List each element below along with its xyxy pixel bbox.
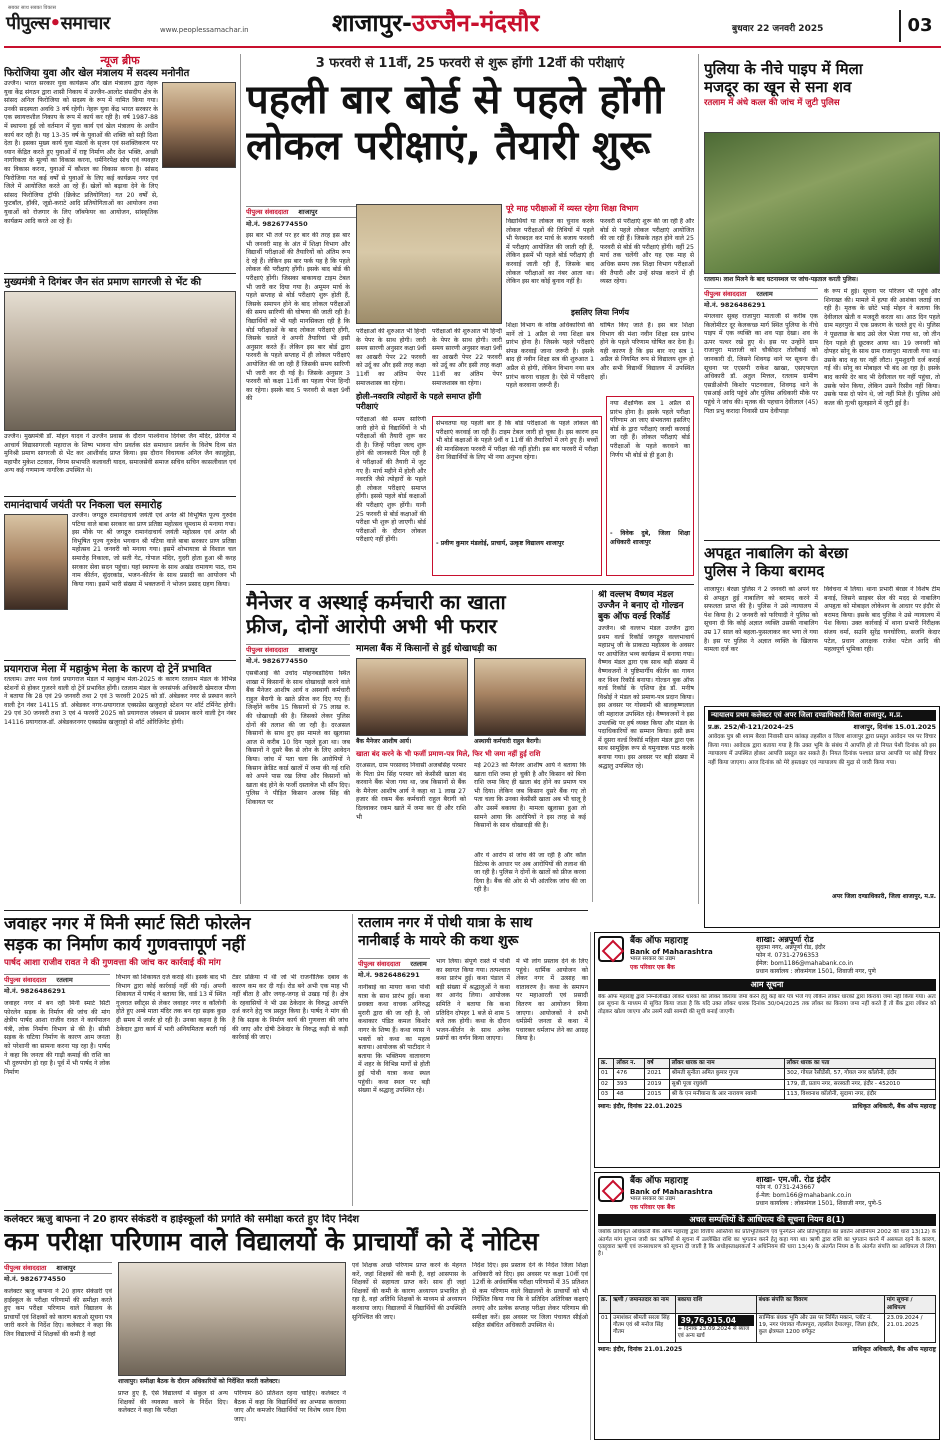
table-cell: 302, गोयल रेसीडेंसी, 57, गोयल नगर कॉलोनी, इंदौर [784, 1069, 935, 1079]
table-cell [675, 1313, 756, 1342]
table-column-header: बंधक संपत्ति का विवरण [756, 1296, 884, 1313]
table-cell: साम्पिक बंधक भूमि और उस पर निर्मित मकान, प्लॉट नं. 19, नगर पंचायत गौतमपुरा, तहसील देपालपुर, जिला इंदौर, कुल क्षेत्रफल 1200 वर्गफुट [756, 1313, 884, 1342]
fraud-col2: दरअसल, ग्राम परसावद निवासी अजबसिंह परमार के पिता प्रेम सिंह परमार को केसीसी खाता बंद करवाने बैंक भेजा गया था, जब किसानों से बैंक के मैनेजर आशीष आर्य ने कहा था 1 लाख 27 हजार की रकम बैंक कर्मचारी राहुल बैरागी को दिलवाकर रकम खाते में जमा कर दी और राशि भी [356, 762, 466, 821]
table-row [599, 1313, 936, 1342]
byline-place: शाजापुर [298, 646, 318, 654]
lead-headline-line2[interactable]: लोकल परीक्षाएं, तैयारी शुरू [246, 122, 651, 169]
principal-quote-box [432, 416, 602, 576]
pothi-headline-line2[interactable]: नानीबाई के मायरे की कथा शुरू [358, 933, 519, 949]
culvert-col1: मंगलवार सुबह राजापुरा माताजी से करीब एक किलोमीटर दूर केलकच्छ मार्ग स्थित पुलिया के नीचे पाइप में एक व्यक्ति का शव पड़ा देखा। शव के ऊपर पत्थर रखे हुए थे। इस पर उन्होंने ग्राम राजापुरा माताजी को चौकीदार तोलीबाई को जानकारी दी, जिसने शिवगढ़ थाने पर सूचना दी। सूचना पर एएसपी राकेश खाखा, एसएफएल अधिकारी डॉ. अतुल मित्तल, रतलाम ग्रामीण एसडीओपी किशोर पाटनवाला, शिवगढ़ थाने के एसआई आदि पहुंचे और पुलिस अधिकारी मौके पर पहुंचे ने जांच की। मृतक की पहचान देवीलाल (45) पिता प्रभु करादा निवासी ग्राम देवीपाड़ा [704, 313, 818, 415]
rescue-headline-line1[interactable]: अपहृत नाबालिग को बेरछा [704, 544, 849, 562]
news-brief-column [4, 54, 236, 904]
table-column-header: लॉकर न. [614, 1059, 645, 1069]
pothi-headline-line1[interactable]: रतलाम नगर में पोथी यात्रा के साथ [358, 915, 533, 931]
table-cell: 393 [614, 1079, 645, 1089]
locker-notice-body: बैंक ऑफ महाराष्ट्र द्वारा निम्नलिखित लॉकर धारकों को लॉकर किराया जमा करने हेतु कई बार पत्र भेजे गए लेकिन लॉकर धारकों द्वारा किराया जमा नहीं किया गया। अतः इस सूचना के माध्यम से सूचित किया जाता है कि यदि उक्त लॉकर धारक दिनांक 30/04/2025 तक लॉकर का किराया जमा नहीं करते हैं तो बैंक द्वारा लॉकर को तोड़कर खोला जाएगा और उसमें रखी सामग्री की सूची बनाई जाएगी। [598, 994, 936, 1015]
brief-item4-body: रतलाम। उत्तर मध्य रेलवे प्रयागराज मंडल में महाकुंभ मेला-2025 के कारण रतलाम मंडल के विभिन्न स्टेशनों से होकर गुजरने वाली दो ट्रेनें प्रभावित होंगी। रतलाम मंडल के जनसंपर्क अधिकारी खेमराज मीणा ने बताया कि 28 एवं 29 जनवरी तथा 2 एवं 3 फरवरी 2025 को डॉ. अंबेडकर नगर से प्रस्थान करने वाली ट्रेन नंबर 14115 डॉ. अंबेडकर नगर-प्रयागराज एक्सप्रेस खजुराहो स्टेशन पर शॉर्ट टर्मिनेट होगी। 29 एवं 30 जनवरी तथा 3 एवं 4 फरवरी 2025 को प्रयागराज जंक्शन से प्रस्थान करने वाली ट्रेन नंबर 14116 प्रयागराज-डॉ. अंबेडकरनगर एक्सप्रेस खजुराहो से शॉर्ट ओरिजिनेट होगी। [4, 676, 236, 727]
brief-item2-caption: उज्जैन। मुख्यमंत्री डॉ. मोहन यादव ने उज्जैन प्रवास के दौरान पार्श्वनाथ दिगंबर जैन मंदिर, फ्रीगंज में आचार्य विद्यासागरजी महाराज के शिष्य भावना योग प्रवर्तक संत समाधान प्रवर्तन के विशेष दिव्य संत मुनिश्री प्रमाण सागरजी से भेंट कर आशीर्वाद प्राप्त किया। इस दौरान विधायक अनिल जैन कालूहेड़ा, महापौर मुकेश टटवाल, निगम सभापति कलावती यादव, समाजसेवी समाज सचिव सचिन कासलीवाल एवं अन्य कई गणमान्य नागरिक उपस्थित थे। [4, 433, 236, 475]
masthead [4, 4, 941, 48]
smart-city-strap: पार्षद आशा राजीव रावत ने की गुणवत्ता की जांच कर कार्रवाई की मांग [4, 958, 221, 968]
table-cell: श्रीमती सुनीता अमित कुमार गुप्ता [669, 1069, 784, 1079]
bank-name-hi: बैंक ऑफ महाराष्ट्र [630, 1176, 689, 1186]
possession-notice-title: अचल सम्पत्तियों के आधिपत्य की सूचना नियम 8(1) [598, 1214, 936, 1226]
divider [4, 496, 236, 497]
culvert-col2: के रूप में हुई। सूचना पर परिजन भी पहुंचे और शिनाख्त की। मामले में हत्या की आशंका जताई जा रही है। मृतक के छोटे भाई मोहन ने बताया कि देवीलाल खेती व मजदूरी करता था। आठ दिन पहले ग्राम महरपुरा में एक प्रकरण के चलते हुए थे। पुलिस ने पूछताछ के बाद उसे जेल भेजा गया था, जो तीन दिन पहले ही छूटकर आया था। 19 जनवरी को दोपहर सोनू के साथ ग्राम राजापुरा माताजी गया था। उसके बाद वह घर नहीं लौटा। गुमशुदगी दर्ज कराई गई थी। सोनू का मोबाइल भी बंद आ रहा है। इसके बाद काफी देर बाद भी देवीलाल घर नहीं पहुंचा, तो उसके फोन किया, लेकिन उसने रिसीव नहीं किया। उसके पास दो फोन थे, जो नहीं मिले हैं। पुलिस अंधे कत्ल की गुत्थी सुलझाने में जुटी हुई है। [824, 288, 940, 407]
possession-notice-footer [598, 1346, 936, 1354]
table-cell: 03 [599, 1089, 614, 1099]
smart-city-col3: टेंडर प्रक्रिया में थी जो भी राजनीतिक दबाव के कारण कम कर दी गई। रोड बने अभी एक माह भी नहीं बीता है और जगह-जगह से उखड़ गई है। क्षेत्र के रहवासियों ने भी उस ठेकेदार के विरुद्ध आपत्ति दर्ज करने हेतु पत्र प्रस्तुत किया है। पार्षद ने मांग की है कि सड़क के निर्माण कार्य की गुणवत्ता की जांच की जाए और दोषी ठेकेदार के विरुद्ध कड़ी से कड़ी कार्रवाई की जाए। [232, 974, 348, 1042]
culvert-headline-line1[interactable]: पुलिया के नीचे पाइप में मिला [704, 60, 863, 78]
byline-org: पीपुल्स संवाददाता [4, 976, 47, 984]
collector-kicker: कलेक्टर ऋजु बाफना ने 20 हायर सेकंडरी व हाईस्कूलों की प्रगति की समीक्षा करते हुए दिए निर्देश [4, 1214, 360, 1225]
byline-place: शाजापुर [298, 208, 318, 216]
employee-photo-caption: अस्थायी कर्मचारी राहुल बैरागी। [474, 738, 586, 746]
locker-table-header [599, 1059, 936, 1069]
table-column-header: क्र. [599, 1059, 614, 1069]
amount-note: + दिनांक 23.09.2024 से ब्याज एवं अन्य खर्च [677, 1326, 750, 1340]
bank-notice-possession [594, 1172, 940, 1440]
column-rule [240, 54, 241, 904]
collector-headline[interactable]: कम परीक्षा परिणाम वाले विद्यालयों के प्राचार्यों को दें नोटिस [4, 1226, 539, 1256]
bank-identity [630, 936, 750, 971]
byline-place: रतलाम [410, 960, 427, 968]
bank-slogan: एक परिवार एक बैंक [630, 1203, 675, 1211]
mp-portrait-photo [162, 82, 236, 168]
lead-col1: इस बार भी तर्ज पर हर बार की तरह इस बार भी जनवरी माह के अंत में शिक्षा विभाग और विद्यार्थी परीक्षाओं की तैयारियों को अंतिम रूप दे रहे हैं। लेकिन इस बार फर्क यह है कि पहले लोकल की परीक्षाएं होंगी। इसके बाद बोर्ड की परीक्षाएं होंगी। जिसका बाकायदा टाइम टेबल भी जारी कर दिया गया है। अमूमन मार्च के पहले सप्ताह से बोर्ड परीक्षाएं शुरू होती हैं, जिसके समापन होने के बाद लोकल परीक्षाओं की समय सारिणी की घोषणा की जाती रही है। विद्यार्थियों को भी यही मानसिकता रही है कि बोर्ड परीक्षाओं के बाद लोकल परीक्षाएं होंगी, जिसके चलते वे अपनी तैयारियां भी इसी अनुसार करते हैं। लेकिन इस बार बोर्ड द्वारा फरवरी के पहले सप्ताह में ही लोकल परीक्षाएं आयोजित की जा रही हैं जिसकी समय सारिणी भी जारी कर दी गई है। जिसके अनुसार 3 फरवरी को कक्षा 11वीं का पहला पेपर हिन्दी का रहेगा। इसके बाद 5 फरवरी से कक्षा 9वीं की [246, 232, 350, 403]
culvert-byline [704, 288, 818, 300]
branch-email[interactable]: ई-मेल: bom166@mahabank.co.in [756, 1192, 852, 1199]
branch-address: सुदामा नगर, अन्नपूर्णा रोड, इंदौर [756, 944, 826, 951]
smart-city-col1: जवाहर नगर में बन रही मिनी स्मार्ट सिटी फोरलेन सड़क के निर्माण की जांच की मांग क्षेत्रीय पार्षद आशा राजीव रावत ने कार्यपालन यंत्री, लोक निर्माण विभाग से की है। सीसी सड़क के घटिया निर्माण के कारण आम जनता को परेशानी का सामना करना पड़ रहा है। पार्षद ने कहा कि जनता की गाढ़ी कमाई की राशि का भी दुरुपयोग हो रहा है। पूर्व में भी पार्षद ने लोक निर्माण [4, 1000, 110, 1076]
fraud-col3: मई 2023 को मैनेजर आशीष आर्य ने बताया कि खाता राशि जमा हो चुकी है और किसान को बिना राशि जमा किए ही खाता बंद होने का प्रमाण पत्र भी दिया। लेकिन जब किसान दूसरे बैंक गए तो पता चला कि उनका केसीसी खाता अब भी चालू है और उसमें बकाया है। मामला खुलासा हुआ तो सामने आया कि आरोपियों ने इस तरह से कई किसानों के साथ धोखाधड़ी की है। [474, 762, 586, 830]
table-cell: 01 [599, 1313, 611, 1342]
table-column-header: लॉकर धारक का पता [784, 1059, 935, 1069]
fraud-mobile: मो.नं. 9826774550 [246, 657, 308, 665]
divider [246, 584, 694, 585]
table-column-header: ऋणी / जमानतदार का नाम [611, 1296, 675, 1313]
section-title [332, 8, 539, 39]
rescue-col1: शाजापुर। बेरछा पुलिस ने 2 जनवरी को अपने घर से अपहृत हुई नाबालिग को बरामद करने में सफलता प्राप्त की है। पुलिस ने उसे न्यायालय में पेश किया है। 2 जनवरी को फरियादी ने पुलिस को सूचना दी कि कोई अज्ञात व्यक्ति उसकी नाबालिग उम्र 17 साल को बहला-फुसलाकर कर भगा ले गया है। इस पर पुलिस ने अज्ञात व्यक्ति के खिलाफ मामला दर्ज कर [704, 586, 818, 654]
culvert-headline-line2[interactable]: मजदूर का खून से सना शव [704, 78, 852, 96]
locker-notice-title: आम सूचना [598, 979, 936, 991]
branch-name: शाखा: अन्नपूर्णा रोड [756, 935, 814, 944]
byline-org: पीपुल्स संवाददाता [704, 290, 747, 298]
table-cell: 48 [614, 1089, 645, 1099]
court-notice-meta [708, 723, 936, 731]
deo-quote: नया शैक्षणिक सत्र 1 अप्रैल से प्रारंभ होना है। इसके पहले परीक्षा परिणाम आ जाए संभवतया इसलिए बोर्ड के द्वारा परीक्षाएं जल्दी करवाई जा रही हैं। लोकल परीक्षाएं बोर्ड परीक्षाओं के पहले करवाने का निर्णय भी बोर्ड से ही हुआ है। [610, 400, 690, 459]
collector-byline [4, 1262, 112, 1274]
brief-item4-headline[interactable]: प्रयागराज मेला में महाकुंभ मेला के कारण दो ट्रेनें प्रभावित [4, 664, 212, 676]
bank-tag: भारत सरकार का उद्यम [630, 956, 676, 963]
culvert-mobile: मो.नं. 9826486291 [704, 301, 766, 309]
column-rule [590, 932, 591, 1440]
smart-city-story [4, 914, 348, 1214]
byline-org: पीपुल्स संवाददाता [4, 1264, 47, 1272]
locker-notice-footer [598, 1103, 936, 1111]
bank-name-hi: बैंक ऑफ महाराष्ट्र [630, 936, 689, 946]
table-column-header: लॉकर धारक का नाम [669, 1059, 784, 1069]
rescue-story [704, 544, 940, 704]
table-column-header: क्र. [599, 1296, 611, 1313]
bank-name-en: Bank of Maharashtra [630, 1187, 713, 1196]
collector-col4: एवं शिक्षक अच्छे परिणाम प्राप्त करने के मेहनत करें, जहां शिक्षकों की कमी है, वहां आसपास के शिक्षकों से सहायता प्राप्त करें। साथ ही जहां शिक्षकों की कमी के कारण अध्यापन प्रभावित हो रहा है, वहां अतिथि शिक्षकों के माध्यम से अध्यापन करवाया जाए। विद्यालयों में विद्यार्थियों की उपस्थिति सुनिश्चित की जाए। [352, 1262, 466, 1321]
table-cell: 02 [599, 1079, 614, 1089]
branch-details [756, 1176, 936, 1208]
logo-part-a: पीपुल्स [6, 13, 50, 34]
culvert-photo-caption: रतलाम। लाश मिलने के बाद घटनास्थल पर जांच-पड़ताल करती पुलिस। [704, 276, 940, 284]
lead-col3-subhead: इसलिए लिया निर्णय [571, 308, 629, 317]
byline-place: रतलाम [756, 290, 773, 298]
bank-fraud-story [246, 590, 694, 905]
lead-col2: परीक्षाओं की शुरुआत भी हिन्दी के पेपर के साथ होगी। जारी समय सारणी अनुसार कक्षा 9वीं का आखरी पेपर 22 फरवरी को उर्दू का और इसी तरह कक्षा 11वीं का अंतिम पेपर समाजशास्त्र का रहेगा। [356, 328, 426, 387]
bank-name-en: Bank of Maharashtra [630, 947, 713, 956]
lead-col3: विद्यार्थियों या लोकल का चुनाव करके लोकल परीक्षाओं की तिथियों में पहले भी फेरबदल कर मार्च के बजाय फरवरी में परीक्षाएं आयोजित की जाती रही हैं, लेकिन इसमें भी पहले बोर्ड परीक्षाएं ही करवाई जाती रही हैं, जिसके बाद लोकल परीक्षाओं का नंबर आता था। लेकिन इस बार कोई बुनाव नहीं है। [506, 218, 594, 286]
lead-headline-line1[interactable]: पहली बार बोर्ड से पहले होंगी [246, 76, 664, 123]
principal-quote-attribution: - प्रवीण कुमार मंडलोई, प्राचार्य, उत्कृष्ट विद्यालय शाजापुर [436, 540, 564, 547]
fraud-byline [246, 644, 350, 656]
table-cell: 2019 [645, 1079, 670, 1089]
possession-table [598, 1295, 936, 1342]
byline-org: पीपुल्स संवाददाता [358, 960, 401, 968]
lead-story [246, 56, 694, 581]
table-cell: श्री के एन मनीयाना के आर नारायण स्वामी [669, 1089, 784, 1099]
gbr-headline-line3[interactable]: बुक ऑफ वर्ल्ड रिकॉर्ड [598, 612, 670, 622]
section-title-b: उज्जैन-मंदसौर [411, 9, 540, 37]
branch-name: शाखा- एम.जी. रोड इंदौर [756, 1175, 831, 1184]
pothi-yatra-story [358, 914, 588, 1214]
lead-col4b: घोषित किए जाते हैं। इस बार शिक्षा विभाग की मंशा नवीन शिक्षा सत्र प्रारंभ होने के पहले परिणाम घोषित कर देना है। यही कारण है कि इस बार नए सत्र 1 अप्रैल से नियमित रूप से विद्यालय शुरू हो और सभी विद्यार्थी विद्यालय में उपस्थित हों। [600, 322, 694, 381]
possession-table-header [599, 1296, 936, 1313]
table-cell: 179, डी, प्रताप नगर, सरस्वती नगर, इंदौर - 452010 [784, 1079, 935, 1089]
smart-city-col2: विभाग को शिकायत दर्ज कराई थी। इसके बाद भी विभाग द्वारा कोई कार्रवाई नहीं की गई। अपनी शिकायत में पार्षद ने बताया कि, वार्ड 13 में स्थित गुजरात स्वीट्स से लेकर जवाहर नगर व कॉलोनी होते हुए अम्बे माता मंदिर तक बन रहा सड़क कुछ ही समय में जर्जर हो रही है। उनका कहना है कि ठेकेदार द्वारा कार्य में भारी अनियमितता बरती गई है। [116, 974, 226, 1042]
fraud-col4: और ये आरोप से जांच की जा रही है और कॉल डिटेल्स के आधार पर अब आरोपियों की तलाश की जा रही है। पुलिस ने दोनों के खातों को फ्रीज करवा दिया है। बैंक की ओर से भी आंतरिक जांच की जा रही है। [474, 852, 586, 894]
collector-col2: प्राप्त हुए हैं, ऐसे विद्यालयों में संकुल से अन्य शिक्षकों की व्यवस्था करने के निर्देश दिए। कलेक्टर ने कहा कि परीक्षा [118, 1390, 228, 1415]
pothi-col2: भाग लिया। संपूर्ण रास्ते में पोथी का स्वागत किया गया। तत्पश्चात कथा प्रारंभ हुई। कथा पंडाल में बड़ी संख्या में श्रद्धालुओं ने कथा का आनंद लिया। आयोजक समिति ने बताया कि कथा प्रतिदिन दोपहर 1 बजे से शाम 5 बजे तक होगी। कथा के दौरान भजन-कीर्तन के साथ अनेक प्रसंगों का वर्णन किया जाएगा। [436, 958, 510, 1043]
lead-byline [246, 206, 356, 218]
fraud-headline-line2[interactable]: फ्रीज, दोनों आरोपी अभी भी फरार [246, 614, 497, 638]
byline-org: पीपुल्स संवाददाता [246, 208, 289, 216]
branch-details [756, 936, 936, 976]
smart-city-headline-line2[interactable]: सड़क का निर्माण कार्य गुणवत्तापूर्ण नहीं [4, 935, 245, 955]
brief-item3-headline[interactable]: रामानंदाचार्य जयंती पर निकला चल समारोह [4, 500, 162, 512]
fraud-col2-subhead: खाता बंद करने के भी फर्जी प्रमाण-पत्र मिले, फिर भी जमा नहीं हुई राशि [356, 750, 541, 758]
smart-city-headline-line1[interactable]: जवाहर नगर में मिनी स्मार्ट सिटी फोरलेन [4, 914, 251, 934]
column-rule [352, 914, 353, 1206]
brief-item1-headline[interactable]: फिरोजिया युवा और खेल मंत्रालय में सदस्य मनोनीत [4, 68, 190, 80]
branch-phone: फोन नं. 0731-2796353 [756, 952, 819, 959]
court-date: शाजापुर, दिनांक 15.01.2025 [853, 722, 936, 731]
crime-scene-photo [704, 132, 940, 274]
court-notice [704, 706, 940, 928]
manager-photo-caption: बैंक मैनेजर आशीष आर्य। [356, 738, 468, 746]
column-rule [698, 54, 699, 904]
lead-kicker: 3 फरवरी से 11वीं, 25 फरवरी से शुरू होंगी 12वीं की परीक्षाएं [315, 56, 625, 71]
smart-city-byline [4, 974, 110, 986]
table-cell: उमाशंकर श्रीमती सरला सिंह गौतम एवं श्री मनोज सिंह गौतम [611, 1313, 675, 1342]
byline-place: शाजापुर [56, 1264, 76, 1272]
gbr-story [598, 590, 694, 900]
issue-date: बुधवार 22 जनवरी 2025 [732, 24, 824, 34]
fraud-col1: एसबीआई की उचोद मोहनबडोदिया स्थित शाखा में किसानों के साथ धोखाधड़ी करने वाले बैंक मैनेजर आशीष आर्य व अस्थायी कर्मचारी राहुल बैरागी के खाते फ्रीज कर दिए गए हैं। जिन्होंने करीब 15 किसानों से 75 लाख रु. की धोखाधड़ी की है। जिसको लेकर पुलिस दोनों की तलाश की जा रही है। दरअसल किसानों के साथ हुए इस मामले का खुलासा आज से करीब 10 दिन पहले हुआ था। जब किसानों ने दूसरे बैंक से लोन के लिए आवेदन किया। जांच में पता चला कि आरोपियों ने किसान क्रेडिट कार्ड खातों में जमा की गई राशि को अपने पास रख लिया और किसानों को खाता बंद होने के फर्जी दस्तावेज भी सौंप दिए। पुलिस ने पीड़ित किसान अजब सिंह की शिकायत पर [246, 670, 350, 806]
lead-col4: फरवरी से परीक्षाएं शुरू की जा रही हैं और बोर्ड से पहले लोकल परीक्षाएं आयोजित की जा रही हैं। जिसके तहत होने वाले 25 फरवरी से बोर्ड की परीक्षाएं होंगी। वहीं 25 मार्च तक चलेंगी और यह एक माह से अधिक समय तक शिक्षा विभाग परीक्षाओं की तैयारी और उन्हें संपन्न कराने में ही व्यस्त रहेगा। [600, 218, 694, 286]
pothi-mobile: मो.नं. 9826486291 [358, 971, 420, 979]
pothi-col1: नानीबाई का मायरा कथा पोथी यात्रा के साथ प्रारंभ हुई। कथा प्रवक्ता कथा वाचक अनिरुद्ध मुरारी द्वारा की जा रही है, जो कथाकार पंडित कमल किशोर नागर के शिष्य हैं। कथा व्यास ने भक्तों को कथा का महत्व बताया। आयोजक श्री पाटीदार ने बताया कि भक्तिमय वातावरण में शहर के विभिन्न मार्गों से होती हुई पोथी यात्रा कथा स्थल पहुंची। कथा स्थल पर बड़ी संख्या में श्रद्धालु उपस्थित रहे। [358, 984, 430, 1095]
site-url-link[interactable]: www.peoplessamachar.in [160, 26, 249, 34]
lead-strap: पूरे माह परीक्षाओं में व्यस्त रहेगा शिक्षा विभाग [506, 204, 639, 213]
bank-notice-locker [594, 932, 940, 1168]
court-notice-title: न्यायालय प्रथम कलेक्टर एवं अपर जिला दण्डाधिकारी जिला शाजापुर, म.प्र. [708, 710, 936, 721]
lead-col3b: शिक्षा विभाग के वरिष्ठ अधिकारियों की मानें तो 1 अप्रैल से नया शिक्षा सत्र प्रारंभ होना है। जिसके पहले परीक्षाएं संपन्न करवाई जाना जरूरी है। इसके बाद ही नवीन शिक्षा सत्र की शुरुआत 1 अप्रैल से होगी, लेकिन विभाग नया सत्र प्रारंभ करना चाहता है। ऐसे में परीक्षाएं पहले करवाना जरूरी हैं। [506, 322, 594, 390]
locker-notice-sign: प्राधिकृत अधिकारी, बैंक ऑफ महाराष्ट्र [852, 1102, 936, 1110]
possession-notice-body: जबकि प्राधिकृत अधिकारी बैंक ऑफ महाराष्ट्र द्वारा वित्तीय आस्तियों का प्रतिभूतिकरण एवं पुनर्गठन और प्रतिभूतिहित का प्रवर्तन अधिनियम 2002 की धारा 13(12) के अंतर्गत मांग सूचना जारी कर ऋणियों से सूचना में उल्लेखित राशि का भुगतान करने हेतु कहा गया था। ऋणी द्वारा राशि का भुगतान करने में असफल रहने के कारण, एतद्द्वारा ऋणी एवं जनसाधारण को सूचना दी जाती है कि अधोहस्ताक्षरकर्ता ने अधिनियम की धारा 13(4) के अंतर्गत नियम 8 के अंतर्गत संपत्ति का आधिपत्य ले लिया है। [598, 1229, 936, 1258]
table-column-header: मांग सूचना / आधिपत्य [884, 1296, 935, 1313]
lead-mobile: मो.नं. 9826774550 [246, 220, 308, 228]
court-case-number: प्र.क्र. 252/बी-121/2024-25 [708, 722, 794, 731]
classroom-illustration [356, 204, 502, 324]
column-rule [592, 590, 593, 902]
collector-col5: निर्देश दिए। इस प्रस्ताव देने के निर्देश जिला शिक्षा अधिकारी को दिए। इस अवसर पर कक्षा 10वीं एवं 12वीं के अर्धवार्षिक परीक्षा परिणामों में 35 प्रतिशत से कम परिणाम वाले विद्यालयों के प्राचार्यों को भी निर्देशित किया गया कि वे प्रतिदिन अतिरिक्त कक्षाएं लगाएं और प्रत्येक सप्ताह परीक्षा लेकर परिणाम की समीक्षा करें। इस अवसर पर जिला पंचायत सीईओ सहित संबंधित अधिकारी उपस्थित थे। [472, 1262, 588, 1330]
manager-photo [356, 658, 468, 736]
table-cell: 476 [614, 1069, 645, 1079]
employee-photo [474, 658, 586, 736]
branch-phone: फोन नं. 0731-243667 [756, 1184, 815, 1191]
table-column-header: बकाया राशि [675, 1296, 756, 1313]
rescue-headline-line2[interactable]: पुलिस ने किया बरामद [704, 562, 825, 580]
pothi-byline [358, 958, 430, 970]
gbr-headline-line1[interactable]: श्री वल्लभ वैष्णव मंडल [598, 590, 674, 600]
table-cell: 23.09.2024 / 21.01.2025 [884, 1313, 935, 1342]
locker-table-body [599, 1069, 936, 1099]
principal-quote: संभवतया यह पहली बार है कि बोर्ड परीक्षाओं के पहले लोकल की परीक्षाएं करवाई जा रही हैं। टाइम टेबल जारी हो चुका है। इस कारण हम भी बोर्ड कक्षाओं के पहले 9वीं व 11वीं की तैयारियों में लगे हुए हैं। बच्चों की मानसिकता फरवरी में परीक्षा की नहीं होती। इस बार फरवरी में परीक्षा देना विद्यार्थियों के लिए भी नया अनुभव रहेगा। [436, 420, 598, 462]
possession-notice-place-date: स्थान: इंदौर, दिनांक 21.01.2025 [598, 1345, 683, 1353]
culvert-subhead: रतलाम में अंधे कत्ल की जांच में जुटी पुलिस [704, 98, 840, 108]
news-brief-tag: न्यूज ब्रीफ [100, 54, 140, 67]
locker-table [598, 1058, 936, 1100]
collector-story [4, 1214, 588, 1442]
table-cell: 01 [599, 1069, 614, 1079]
gbr-headline-line2[interactable]: उज्जैन ने बनाए दो गोल्डन [598, 601, 684, 611]
brief-item3-body: उज्जैन। जगद्गुरु रामानंदाचार्य जयंती एवं अनंत श्री विभूषित पूज्य गुरुदेव पटिया वाले बाबा सरकार का प्राण प्रतिष्ठा महोत्सव धूमधाम से मनाया गया। इस मौके पर श्री जगद्गुरु रामानंदाचार्य जयंती महोत्सव एवं अनंत श्री विभूषित पूज्य गुरुदेव भगवान श्री पटिया वाले बाबा सरकार प्राण प्रतिष्ठा महोत्सव 21 जनवरी को मनाया गया। इसमें शोभायात्रा से विशाल चल समारोह निकाला, जो सती गेट, गोपाल मंदिर, गुदरी होता हुआ श्री करह सरकार सेवा सदन पहुंचा। यहां स्थापना के साथ अखंड रामायण पाठ, राम नाम कीर्तन, सुंदरकांड, भजन-कीर्तन के साथ प्रसादी का आयोजन भी किया गया। इसमें भारी संख्या में भक्तजनों ने भोजन प्रसाद ग्रहण किया। [72, 512, 236, 588]
outstanding-amount: 39,76,915.04 [678, 1315, 754, 1327]
divider [4, 660, 236, 661]
deo-quote-box [606, 396, 694, 576]
court-notice-body: आवेदक पुत्र श्री श्याम बैरवा निवासी ग्राम कांकड़ तहसील व जिला शाजापुर द्वारा प्रस्तुत आवेदन पत्र पर विचार किया गया। आवेदक द्वारा बताया गया है कि उक्त भूमि के संबंध में आपत्ति हो तो नियत पेशी दिनांक को इस न्यायालय में उपस्थित होकर आपत्ति प्रस्तुत कर सकते हैं। नियत दिनांक पश्चात प्राप्त आपत्ति पर कोई विचार नहीं किया जाएगा। आज दिनांक को मेरे हस्ताक्षर एवं न्यायालय की मुद्रा से जारी किया गया। [708, 734, 936, 767]
collector-mobile: मो.नं. 9826774550 [4, 1275, 66, 1283]
byline-org: पीपुल्स संवाददाता [246, 646, 289, 654]
byline-place: रतलाम [56, 976, 73, 984]
pothi-col3: में भी लोग प्रस्ताव देने के लिए पहुंचे। धार्मिक आयोजन को लेकर नगर में उत्साह का वातावरण है। कथा के समापन पर महाआरती एवं प्रसादी वितरण का आयोजन किया जाएगा। आयोजकों ने सभी धर्मप्रेमी जनता से कथा में पधारकर धर्मलाभ लेने का आग्रह किया है। [516, 958, 588, 1043]
masthead-tagline: सबका साथ सबका विकास [8, 5, 56, 11]
divider [4, 273, 236, 274]
branch-email[interactable]: ईमेल: bom1186@mahabank.co.in [756, 960, 854, 967]
table-cell: 2021 [645, 1069, 670, 1079]
head-office: प्रधान कार्यालय : लोकमंगल 1501, शिवाजी नगर, पुणे [756, 968, 876, 975]
fraud-headline-line1[interactable]: मैनेजर व अस्थाई कर्मचारी का खाता [246, 590, 506, 614]
table-row [599, 1079, 936, 1089]
collector-col3: परिणाम 80 प्रतिशत रहना चाहिए। कलेक्टर ने बैठक में कहा कि विद्यार्थियों का अभ्यास करवाया जाए और कमजोर विद्यार्थियों पर विशेष ध्यान दिया जाए। [234, 1390, 346, 1423]
logo-part-b: समाचार [60, 13, 110, 34]
brief-item2-headline[interactable]: मुख्यमंत्री ने दिगंबर जैन संत प्रमाण सागरजी से भेंट की [4, 277, 202, 289]
table-cell: 2015 [645, 1089, 670, 1099]
possession-notice-sign: प्राधिकृत अधिकारी, बैंक ऑफ महाराष्ट्र [852, 1345, 936, 1353]
bank-identity [630, 1176, 750, 1211]
collector-col1: कलेक्टर ऋजु बाफना ने 20 हायर सेकंडरी एवं हाईस्कूल के परीक्षा परिणामों की समीक्षा करते हुए कम परीक्षा परिणाम वाले विद्यालय के प्राचार्यों एवं शिक्षकों को कारण बताओ सूचना पत्र जारी करने के निर्देश दिए। कलेक्टर ने कहा कि जिन विद्यालयों में शिक्षकों की कमी है वहां [4, 1288, 112, 1338]
brief-item1-body: उज्जैन। भारत सरकार युवा कार्यक्रम और खेल मंत्रालय द्वारा नेहरू युवा केंद्र संगठन द्वारा शासी निकाय में उज्जैन-आलोट संसदीय क्षेत्र के सांसद अनिल फिरोजिया को सदस्य के रूप में नामित किया गया। उनकी सदस्यता अवधि 3 वर्ष रहेगी। नेहरू युवा केंद्र भारत सरकार के एक स्वायत्तशील निकाय के रूप में कार्य कर रही है। वर्ष 1987-88 में स्थापना हुई जो वर्तमान में युवा कार्य एवं खेल मंत्रालय के अधीन कार्य कर रही है। यह 13-35 वर्ष के युवाओं की शक्ति को सही दिशा देता है। इसका मुख्य कार्य युवा मंडलों के सृजन एवं सशक्तिकरण पर ध्यान केंद्रित करते हुए युवाओं में राष्ट्र निर्माण और देश भक्ति, अच्छी नागरिकता के मूल्यों का विकास करना, धर्मनिरपेक्ष सोच एवं व्यवहार का विकास करना, युवाओं में कौशल का विकास करना है। सांसद फिरोजिया गत कई वर्षों से युवाओं के लिए कई कार्यक्रम नगर एवं जिले में आयोजित करते आ रहे हैं। खेलों को बढ़ावा देने के लिए सांसद फिरोजिया ट्रॉफी (क्रिकेट प्रतियोगिता) गत 20 वर्षों से, फुटबॉल, हॉकी, जूडो-कराटे आदि प्रतियोगिताओं का आयोजन तथा युवाओं को रोजगार के लिए जॉबफेयर का आयोजन, सांस्कृतिक कार्यक्रम आदि करते आ रहे हैं। [4, 80, 158, 225]
table-column-header: वर्ष [645, 1059, 670, 1069]
bank-slogan: एक परिवार एक बैंक [630, 963, 675, 971]
guru-idol-photo [4, 514, 68, 610]
table-cell: सुश्री पूजा रघुवंशी [669, 1079, 784, 1089]
bank-logo-icon [598, 936, 624, 962]
lead-col2-cont: परीक्षाओं की शुरुआत भी हिन्दी के पेपर के साथ होगी। जारी समय सारणी अनुसार कक्षा 9वीं का आखरी पेपर 22 फरवरी को उर्दू का और इसी तरह कक्षा 11वीं का अंतिम पेपर समाजशास्त्र का रहेगा। [432, 328, 502, 387]
fraud-strap: मामला बैंक में किसानों से हुई धोखाधड़ी का [356, 644, 497, 654]
bank-notice-header [598, 936, 936, 976]
locker-notice-place-date: स्थान: इंदौर, दिनांक 22.01.2025 [598, 1102, 683, 1110]
table-row [599, 1069, 936, 1079]
collector-meeting-photo [118, 1262, 346, 1376]
table-cell: 113, विश्वनाथ कॉलोनी, सुदामा नगर, इंदौर [784, 1089, 935, 1099]
rescue-col2: विवेचना में लिया। थाना प्रभारी बेरछा ने विशेष टीम बनाई, जिसने साइबर सेल की मदद से नाबालिग अपहृता को मोबाइल लोकेशन के आधार पर इंदौर से बरामद किया। इसके बाद पुलिस ने उसे न्यायालय में पेश किया। उक्त कार्रवाई में थाना प्रभारी निरीक्षक संजय वर्मा, सउनि सुरेंद्र घनघोरिया, सजनि केदार पटेल, प्रधान आरक्षक राजेश पटेल आदि की महत्वपूर्ण भूमिका रही। [824, 586, 940, 654]
deo-quote-attribution: - विवेक दुबे, जिला शिक्षा अधिकारी शाजापुर [610, 530, 690, 546]
cm-meeting-photo [4, 291, 236, 431]
court-notice-sign: अपर जिला दण्डाधिकारी, जिला शाजापुर, म.प्र. [832, 893, 936, 901]
divider [4, 910, 588, 911]
collector-photo-caption: शाजापुर। समीक्षा बैठक के दौरान अधिकारियों को निर्देशित करती कलेक्टर। [118, 1378, 346, 1386]
gbr-body: उज्जैन। श्री वल्लभ मंडल उज्जैन द्वारा प्रथम वर्ल्ड रिकॉर्ड जगद्गुरु वल्लभाचार्य महाप्रभु जी के प्राकट्य महोत्सव के अवसर पर आयोजित भव्य कार्यक्रम में बनाया गया। वैष्णव मंडल द्वारा एक साथ बड़ी संख्या में वैष्णवजनों ने पुष्टिमार्गीय कीर्तन का गायन कर विश्व रिकॉर्ड बनाया। गोल्डन बुक ऑफ वर्ल्ड रिकॉर्ड के एशिया हेड डॉ. मनीष विश्नोई ने मंडल को प्रमाण-पत्र प्रदान किया। इस अवसर पर गोस्वामी श्री बालकृष्णलाल जी महाराज उपस्थित रहे। वैष्णवजनों ने इस उपलब्धि पर हर्ष व्यक्त किया और मंडल के पदाधिकारियों का सम्मान किया। इसी क्रम में दूसरा वर्ल्ड रिकॉर्ड महिला मंडल द्वारा एक साथ सामूहिक रूप से यमुनाष्टक पाठ करके बनाया गया। इस अवसर पर बड़ी संख्या में श्रद्धालु उपस्थित रहे। [598, 625, 694, 770]
page-number: 03 [899, 10, 939, 42]
lead-col2b: परीक्षाओं की समय सारिणी जारी होने से विद्यार्थियों ने भी परीक्षाओं की तैयारी शुरू कर दी है। जिन्हें परीक्षा जल्द शुरू होने की जानकारी मिल रही है वे परीक्षाओं की तैयारी में जुट गए हैं। मार्च महीने में होली और नवरात्रि जैसे त्योहारों के पहले ही लोकल परीक्षाएं समाप्त होंगी। इससे पहले बोर्ड कक्षाओं की परीक्षाएं शुरू होंगी। यानी 25 फरवरी से बोर्ड कक्षाओं की परीक्षा भी शुरू हो जाएगी। बोर्ड परीक्षाओं के दौरान लोकल परीक्षाएं नहीं होंगी। [356, 416, 426, 544]
lead-col2-subhead: होली-नवरात्रि त्योहारों के पहले समाप्त होंगी परीक्षाएं [356, 392, 482, 412]
newspaper-logo[interactable]: पीपुल्स•समाचार [6, 13, 110, 34]
divider [4, 1210, 588, 1211]
bank-tag: भारत सरकार का उद्यम [630, 1196, 676, 1203]
bank-logo-icon [598, 1176, 624, 1202]
section-title-a: शाजापुर- [332, 9, 412, 37]
culvert-story [704, 60, 940, 540]
bank-notice-header [598, 1176, 936, 1211]
smart-city-mobile: मो.नं. 9826486291 [4, 987, 66, 995]
table-row [599, 1089, 936, 1099]
head-office: प्रधान कार्यालय : लोकमंगल 1501, शिवाजी नगर, पुणे-5 [756, 1200, 882, 1207]
divider [704, 540, 940, 541]
